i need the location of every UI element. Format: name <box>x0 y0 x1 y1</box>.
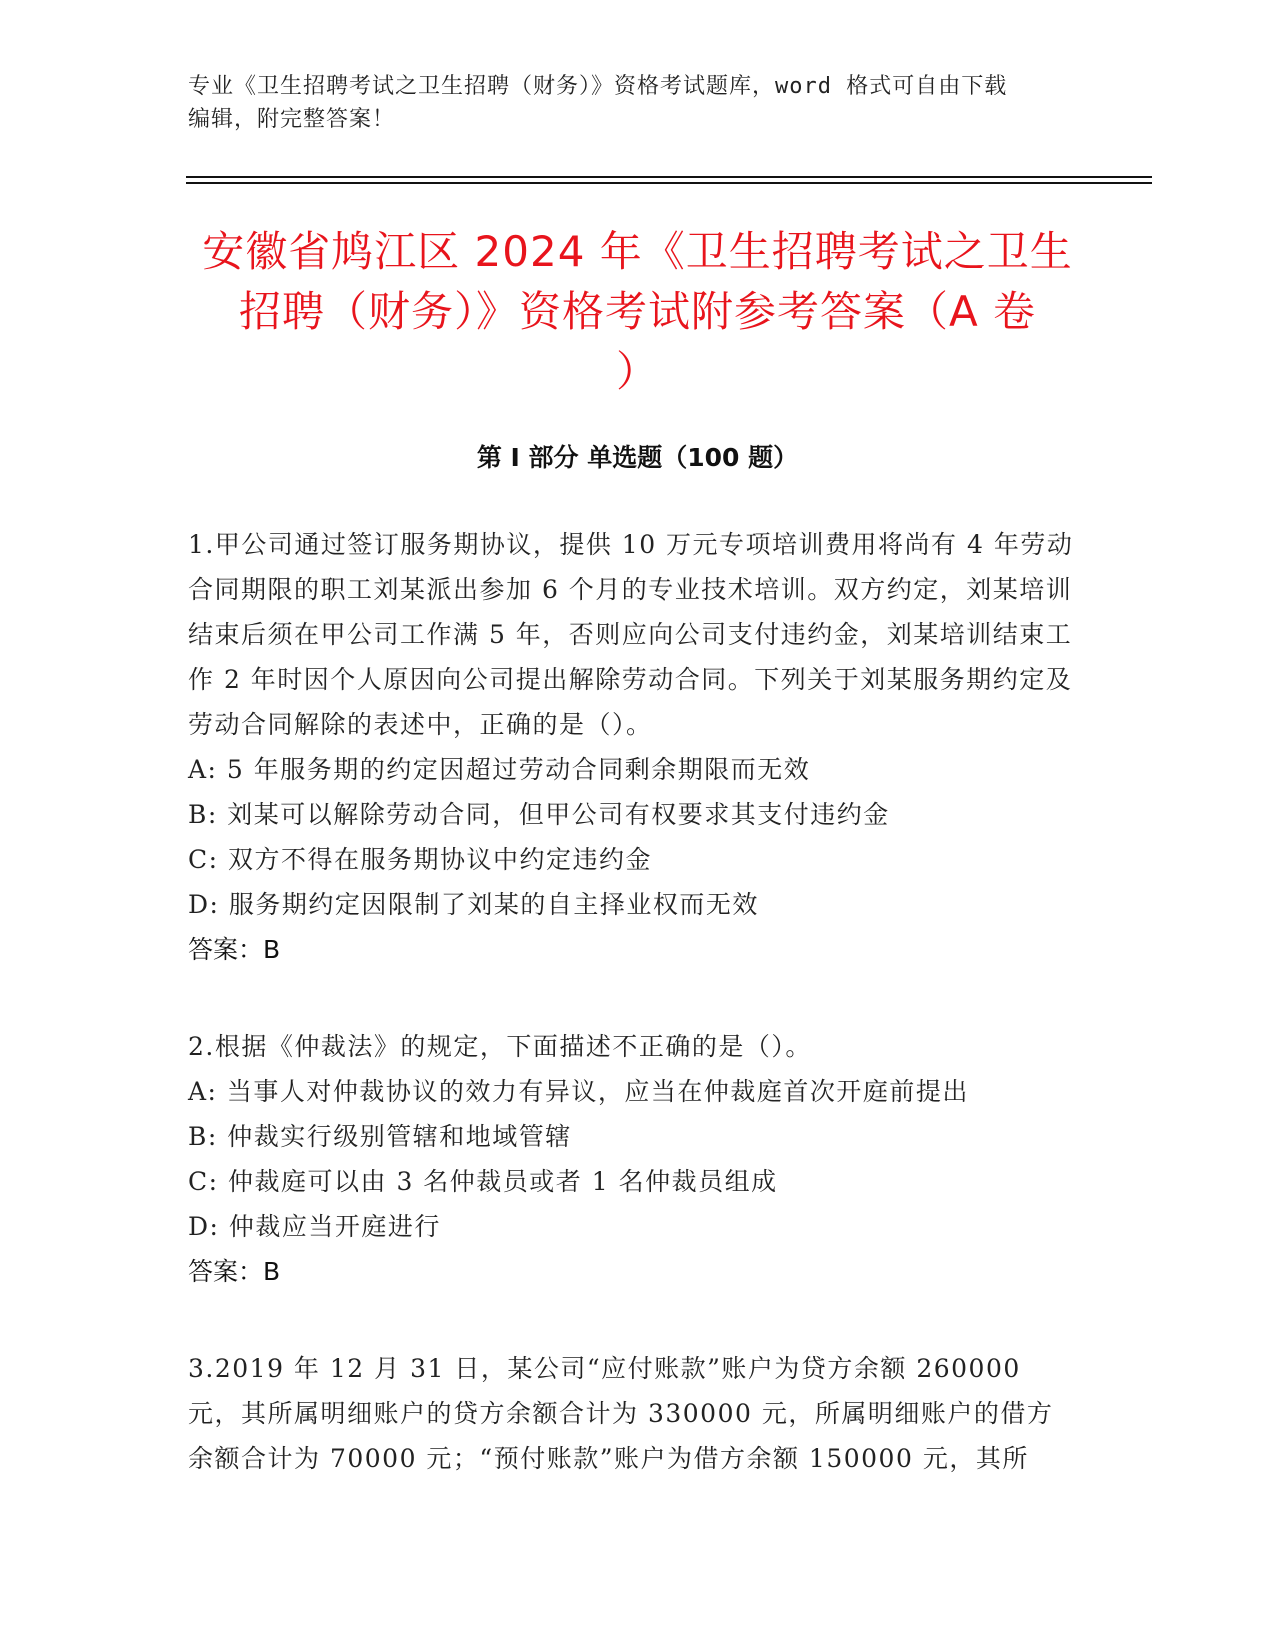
option-d: D: 服务期约定因限制了刘某的自主择业权而无效 <box>188 890 759 919</box>
header-divider-bottom <box>186 182 1152 184</box>
option-c: C: 仲裁庭可以由 3 名仲裁员或者 1 名仲裁员组成 <box>188 1167 778 1196</box>
title-line-2: 招聘（财务）》资格考试附参考答案（A 卷 <box>238 287 1037 336</box>
option-a: A: 当事人对仲裁协议的效力有异议，应当在仲裁庭首次开庭前提出 <box>188 1077 969 1106</box>
question-list <box>188 522 1078 1533</box>
header-divider-top <box>186 176 1152 178</box>
header-note <box>188 70 1088 136</box>
answer: 答案：B <box>188 1257 281 1286</box>
answer: 答案：B <box>188 935 281 964</box>
option-b: B: 刘某可以解除劳动合同，但甲公司有权要求其支付违约金 <box>188 800 890 829</box>
option-d: D: 仲裁应当开庭进行 <box>188 1212 441 1241</box>
header-note-line-1: 专业《卫生招聘考试之卫生招聘（财务）》资格考试题库，word 格式可自由下载 <box>188 74 1008 99</box>
title-line-1: 安徽省鸠江区 2024 年《卫生招聘考试之卫生 <box>202 227 1073 276</box>
title-line-3: ） <box>615 347 659 396</box>
question-stem: 3.2019 年 12 月 31 日，某公司“应付账款”账户为贷方余额 260000 元，其所属明细账户的贷方余额合计为 330000 元，所属明细账户的借方余额合计为 70000 元；“预付账款”账户为借方余额 150000 元，其所 <box>188 1354 1054 1473</box>
question-stem: 1.甲公司通过签订服务期协议，提供 10 万元专项培训费用将尚有 4 年劳动合同期限的职工刘某派出参加 6 个月的专业技术培训。双方约定，刘某培训结束后须在甲公司工作满 5 年，否则应向公司支付违约金，刘某培训结束工作 2 年时因个人原因向公司提出解除劳动合同。下列关于刘某服务期约定及劳动合同解除的表述中，正确的是（）。 <box>188 530 1074 739</box>
question-3 <box>188 1346 1078 1481</box>
option-b: B: 仲裁实行级别管辖和地域管辖 <box>188 1122 572 1151</box>
question-stem: 2.根据《仲裁法》的规定，下面描述不正确的是（）。 <box>188 1032 812 1061</box>
option-a: A: 5 年服务期的约定因超过劳动合同剩余期限而无效 <box>188 755 811 784</box>
document-title <box>170 222 1105 402</box>
question-2 <box>188 1024 1078 1294</box>
option-c: C: 双方不得在服务期协议中约定违约金 <box>188 845 652 874</box>
section-heading: 第 I 部分 单选题（100 题） <box>476 443 799 472</box>
header-note-line-2: 编辑，附完整答案！ <box>188 107 396 132</box>
question-1 <box>188 522 1078 972</box>
